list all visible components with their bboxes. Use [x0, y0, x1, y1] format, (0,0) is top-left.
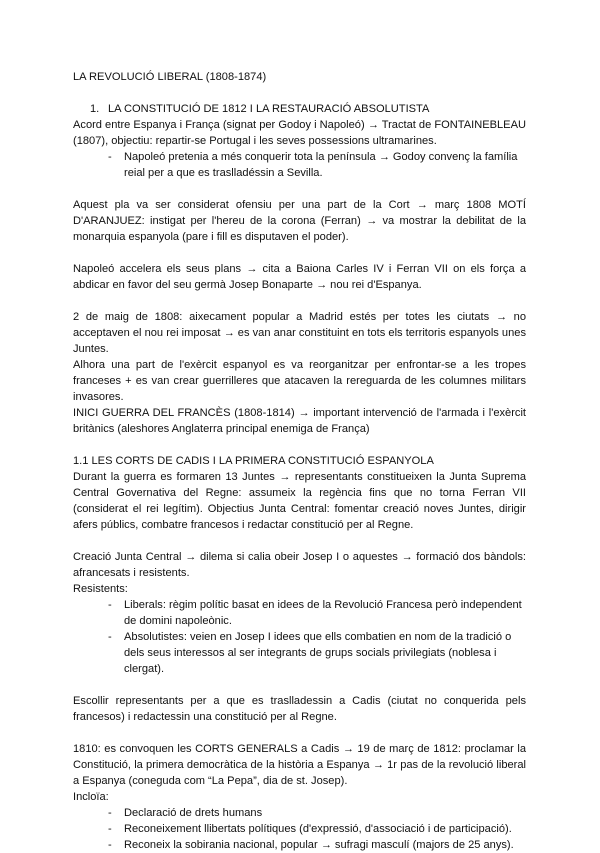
paragraph-escollir-representants: Escollir representants per a que es traslladessin a Cadis (ciutat no conquerida pels francesos) i redactessin una constitució per al Regne. [73, 695, 526, 723]
paragraph-exercit: Alhora una part de l'exèrcit espanyol es va reorganitzar per enfrontar-se a les tropes franceses + es van crear guerrilleres que atacaven la rereguarda de les columnes militars invasores. [73, 359, 526, 403]
paragraph-baiona: Napoleó accelera els seus plans → cita a Baiona Carles IV i Ferran VII on els força a abdicar en favor del seu germà Josep Bonaparte → nou rei d'Espanya. [73, 263, 526, 291]
bullet-list-resistents [73, 597, 526, 677]
list-item: - Reconeix la sobirania nacional, popular → sufragi masculí (majors de 25 anys). [108, 837, 526, 853]
section-1-heading-text: LA CONSTITUCIÓ DE 1812 I LA RESTAURACIÓ ABSOLUTISTA [108, 103, 430, 115]
list-item: - Declaració de drets humans [108, 805, 526, 821]
section-1-1-heading: 1.1 LES CORTS DE CADIS I LA PRIMERA CONSTITUCIÓ ESPANYOLA [73, 455, 434, 467]
list-item: - Absolutistes: veien en Josep I idees que ells combatien en nom de la tradició o dels seus interessos al ser integrants de grups socials privilegiats (noblesa i clergat). [108, 629, 526, 677]
paragraph-fontainebleau: Acord entre Espanya i França (signat per Godoy i Napoleó) → Tractat de FONTAINEBLEAU (1807), objectiu: repartir-se Portugal i les seves possessions ultramarines. [73, 119, 526, 147]
document-title: LA REVOLUCIÓ LIBERAL (1808-1874) [73, 71, 267, 83]
section-1-heading [73, 101, 526, 117]
incloia-label: Incloïa: [73, 791, 109, 803]
paragraph-2-maig: 2 de maig de 1808: aixecament popular a Madrid estés per totes les ciutats → no acceptaven el nou rei imposat → es van anar constituint en tots els territoris espanyols unes Juntes. [73, 311, 526, 355]
paragraph-aranjuez: Aquest pla va ser considerat ofensiu per una part de la Cort → març 1808 MOTÍ D'ARANJUEZ: instigat per l'hereu de la corona (Ferran) → va mostrar la debilitat de la monarquia espanyola (pare i fill es disputaven el poder). [73, 199, 526, 243]
paragraph-corts-generals: 1810: es convoquen les CORTS GENERALS a Cadis → 19 de març de 1812: proclamar la Constitució, la primera democràtica de la història a Espanya → 1r pas de la revolució liberal a Espanya (coneguda com “La Pepa”, dia de st. Josep). [73, 743, 526, 787]
resistents-label: Resistents: [73, 583, 128, 595]
section-1-number: 1. [90, 103, 100, 115]
list-item: - Napoleó pretenia a més conquerir tota la península → Godoy convenç la família reial per a que es traslladéssin a Sevilla. [108, 149, 526, 181]
list-item: - Reconeixement llibertats polítiques (d'expressió, d'associació i de participació). [108, 821, 526, 837]
list-item: - Liberals: règim polític basat en idees de la Revolució Francesa però independent de domini napoleònic. [108, 597, 526, 629]
document-content [73, 69, 526, 853]
bullet-list-incloia [73, 805, 526, 853]
paragraph-guerra-frances: INICI GUERRA DEL FRANCÈS (1808-1814) → important intervenció de l'armada i l'exèrcit britànics (aleshores Anglaterra principal enemiga de França) [73, 407, 526, 435]
bullet-list-napoleo [73, 149, 526, 181]
paragraph-juntes: Durant la guerra es formaren 13 Juntes → representants constitueixen la Junta Suprema Central Governativa del Regne: assumeix la regència fins que no torna Ferran VII (considerat el rei legítim). Objectius Junta Central: fomentar creació noves Juntes, dirigir afers públics, combatre francesos i redactar constitució per al Regne. [73, 471, 526, 531]
paragraph-creacio-junta: Creació Junta Central → dilema si calia obeir Josep I o aquestes → formació dos bàndols: afrancesats i resistents. [73, 551, 526, 579]
